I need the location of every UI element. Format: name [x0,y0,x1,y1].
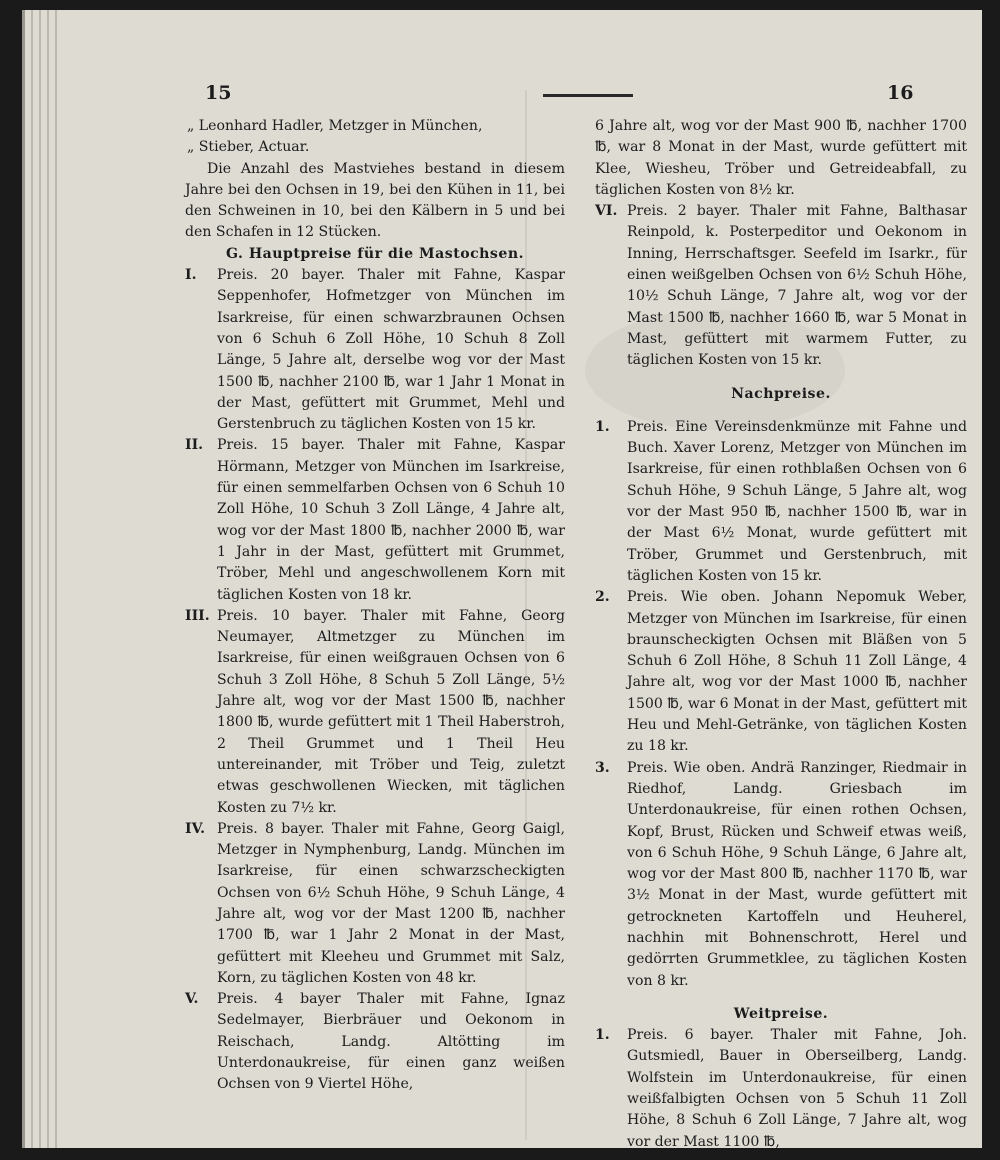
page-edge [31,10,33,1148]
page-number-right: 16 [887,82,914,104]
spacer [595,372,967,384]
prize-text: Preis. 20 bayer. Thaler mit Fahne, Kaspar Seppenhofer, Hofmetzger von München im Isarkreise, für einen schwarzbraunen Ochsen von 6 Schuh 6 Zoll Höhe, 10 Schuh 8 Zoll Länge, 5 Jahre alt, derselbe wog vor der Mast 1500 ℔, nachher 2100 ℔, war 1 Jahr 1 Monat in der Mast, gefüttert mit Grummet, Mehl und Gerstenbruch zu täglichen Kosten von 15 kr. [217,267,565,433]
prize-entry [595,201,967,371]
continuation-paragraph: 6 Jahre alt, wog vor der Mast 900 ℔, nachher 1700 ℔, war 8 Monat in der Mast, wurde gefüttert mit Klee, Wiesheu, Tröber und Getreideabfall, zu täglichen Kosten von 8½ kr. [595,118,967,198]
page-edge [47,10,49,1148]
prize-number: VI. [595,203,618,220]
prize-text: Preis. Wie oben. Johann Nepomuk Weber, Metzger von München im Isarkreise, für einen braunscheckigten Ochsen mit Bläßen von 5 Schuh 6 Zoll Höhe, 8 Schuh 11 Zoll Länge, 4 Jahre alt, wog vor der Mast 1000 ℔, nachher 1500 ℔, war 6 Monat in der Mast, gefüttert mit Heu und Mehl-Getränke, von täglichen Kosten zu 18 kr. [627,589,967,755]
prize-entry [595,1025,967,1148]
spacer [595,992,967,1004]
prize-entry [595,758,967,992]
book-spread [22,10,982,1148]
section-heading: Weitpreise. [733,1005,829,1022]
prize-text: Preis. 15 bayer. Thaler mit Fahne, Kaspar Hörmann, Metzger von München im Isarkreise, für einen semmelfarben Ochsen von 6 Schuh 10 Zoll Höhe, 10 Schuh 3 Zoll Länge, 4 Jahre alt, wog vor der Mast 1800 ℔, nachher 2000 ℔, war 1 Jahr in der Mast, gefüttert mit Grummet, Tröber, Mehl und angeschwollenem Korn mit täglichen Kosten von 18 kr. [217,437,565,603]
prize-number: V. [185,991,199,1008]
page-number-left: 15 [205,82,232,104]
prize-entry [185,606,565,819]
header-rule [543,94,633,97]
prize-text: Preis. Wie oben. Andrä Ranzinger, Riedmair in Riedhof, Landg. Griesbach im Unterdonaukreise, für einen rothen Ochsen, Kopf, Brust, Rücken und Schweif etwas weiß, von 6 Schuh Höhe, 9 Schuh Länge, 6 Jahre alt, wog vor der Mast 800 ℔, nachher 1170 ℔, war 3½ Monat in der Mast, wurde gefüttert mit getrockneten Kartoffeln und Heuherel, nachhin mit Bohnenschrott, Herel und gedörrten Grummetklee, zu täglichen Kosten von 8 kr. [627,759,967,989]
prize-entry [595,587,967,757]
prize-number: III. [185,607,210,624]
section-heading: Nachpreise. [731,385,831,402]
prize-text: Preis. 8 bayer. Thaler mit Fahne, Georg Gaigl, Metzger in Nymphenburg, Landg. München im Isarkreise, für einen schwarzscheckigten Ochsen von 6½ Schuh Höhe, 9 Schuh Länge, 4 Jahre alt, wog vor der Mast 1200 ℔, nachher 1700 ℔, war 1 Jahr 2 Monat in der Mast, gefüttert mit Kleeheu und Grummet mit Salz, Korn, zu täglichen Kosten von 48 kr. [217,820,565,986]
prize-text: Preis. 2 bayer. Thaler mit Fahne, Balthasar Reinpold, k. Posterpeditor und Oekonom in Inning, Herrschaftsger. Seefeld im Isarkr., für einen weißgelben Ochsen von 6½ Schuh Höhe, 10½ Schuh Länge, 7 Jahre alt, wog vor der Mast 1500 ℔, nachher 1660 ℔, war 5 Monat in Mast, gefüttert mit warmem Futter, zu täglichen Kosten von 15 kr. [627,203,967,369]
jury-member-line: „ Stieber, Actuar. [187,139,310,156]
prize-text: Preis. Eine Vereinsdenkmünze mit Fahne und Buch. Xaver Lorenz, Metzger von München im Isarkreise, für einen rothblaßen Ochsen von 6 Schuh Höhe, 9 Schuh Länge, 5 Jahre alt, wog vor der Mast 950 ℔, nachher 1500 ℔, war in der Mast 6½ Monat, wurde gefüttert mit Tröber, Grummet und Gerstenbruch, mit täglichen Kosten von 15 kr. [627,418,967,584]
page-edge [55,10,57,1148]
prize-number: 1. [595,1027,610,1044]
prize-entry [595,417,967,587]
prize-number: IV. [185,820,205,837]
prize-number: 3. [595,759,610,776]
prize-number: I. [185,267,197,284]
jury-member-line: „ Leonhard Hadler, Metzger in München, [187,118,483,134]
page-edge [39,10,41,1148]
prize-number: 2. [595,589,610,606]
left-page-text [185,116,565,1096]
intro-paragraph: Die Anzahl des Mastviehes bestand in diesem Jahre bei den Ochsen in 19, bei den Kühen in 11, bei den Schweinen in 10, bei den Kälbern in 5 und bei den Schafen in 12 Stücken. [185,160,565,241]
prize-text: Preis. 6 bayer. Thaler mit Fahne, Joh. Gutsmiedl, Bauer in Oberseilberg, Landg. Wolfstein im Unterdonaukreise, für einen weißfalbigten Ochsen von 5 Schuh 11 Zoll Höhe, 8 Schuh 6 Zoll Länge, 7 Jahre alt, wog vor der Mast 1100 ℔, [627,1027,967,1148]
spacer [595,405,967,417]
prize-number: II. [185,437,204,454]
prize-entry [185,435,565,605]
right-page-text [595,116,967,1148]
prize-text: Preis. 4 bayer Thaler mit Fahne, Ignaz Sedelmayer, Bierbräuer und Oekonom in Reischach, Landg. Altötting im Unterdonaukreise, für einen ganz weißen Ochsen von 9 Viertel Höhe, [217,991,565,1093]
prize-number: 1. [595,418,610,435]
prize-entry [185,989,565,1095]
prize-text: Preis. 10 bayer. Thaler mit Fahne, Georg Neumayer, Altmetzger zu München im Isarkreise, für einen weißgrauen Ochsen von 6 Schuh 3 Zoll Höhe, 8 Schuh 5 Zoll Länge, 5½ Jahre alt, wog vor der Mast 1500 ℔, nachher 1800 ℔, wurde gefüttert mit 1 Theil Haberstroh, 2 Theil Grummet und 1 Theil Heu untereinander, mit Tröber und Teig, zuletzt etwas geschwollenen Wiecken, mit täglichen Kosten zu 7½ kr. [217,607,565,816]
prize-entry [185,265,565,435]
prize-entry [185,819,565,989]
section-heading: G. Hauptpreise für die Mastochsen. [225,245,524,262]
